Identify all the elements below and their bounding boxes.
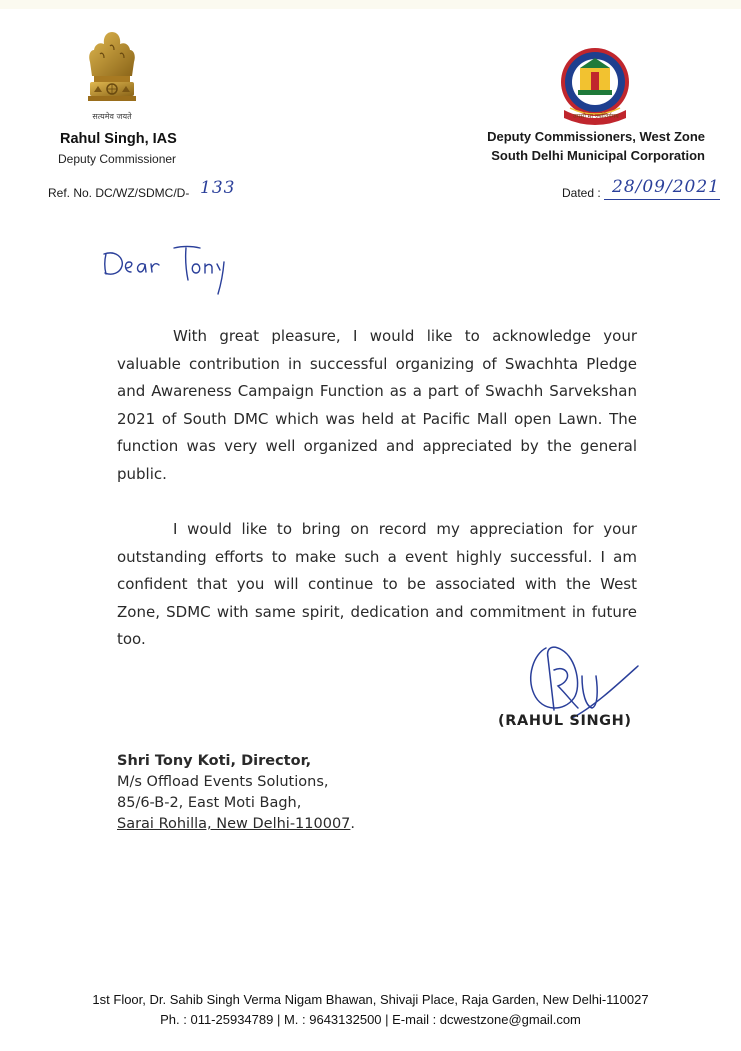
footer-address: 1st Floor, Dr. Sahib Singh Verma Nigam Bhawan, Shivaji Place, Raja Garden, New Delhi-110027: [92, 992, 649, 1007]
seal-motto: तमसो मा ज्योतिर्गमय: [573, 113, 619, 120]
recipient-city-period: .: [350, 816, 356, 832]
footer-contact: Ph. : 011-25934789 | M. : 9643132500 | E-mail : dcwestzone@gmail.com: [160, 1012, 581, 1027]
officer-title: Deputy Commissioner: [58, 152, 177, 166]
ref-label: Ref. No. DC/WZ/SDMC/D-: [48, 186, 190, 200]
org-line-2: South Delhi Municipal Corporation: [491, 148, 705, 163]
org-line-1: Deputy Commissioners, West Zone: [487, 129, 705, 144]
national-emblem-icon: [82, 28, 142, 120]
signatory-name: (RAHUL SINGH): [498, 713, 632, 729]
recipient-name: Shri Tony Koti, Director,: [117, 753, 312, 769]
emblem-motto: सत्यमेव जयते: [92, 112, 132, 121]
page-top-band: [0, 0, 741, 9]
letter-paragraph-1: With great pleasure, I would like to acknowledge your valuable contribution in successful organizing of Swachhta Pledge and Awareness Campaign Function as a part of Swachh Sarvekshan 2021 of South DMC which was held at Pacific Mall open Lawn. The function was very well organized and appreciated by the general public.: [117, 327, 637, 483]
letter-paragraph-2: I would like to bring on record my appreciation for your outstanding efforts to make such a event highly successful. I am confident that you will continue to be associated with the West Zone, SDMC with same spirit, dedication and commitment in future too.: [117, 520, 637, 649]
ref-number: 133: [200, 178, 236, 198]
dated-underline: [604, 199, 720, 200]
officer-name: Rahul Singh, IAS: [60, 131, 177, 147]
salutation-handwritten: [100, 240, 240, 298]
recipient-company: M/s Offload Events Solutions,: [117, 774, 329, 790]
recipient-street: 85/6-B-2, East Moti Bagh,: [117, 795, 302, 811]
recipient-city-text: Sarai Rohilla, New Delhi-110007: [117, 816, 351, 832]
dated-value: 28/09/2021: [612, 177, 720, 197]
dated-label: Dated :: [562, 186, 601, 200]
recipient-city: [117, 814, 355, 835]
